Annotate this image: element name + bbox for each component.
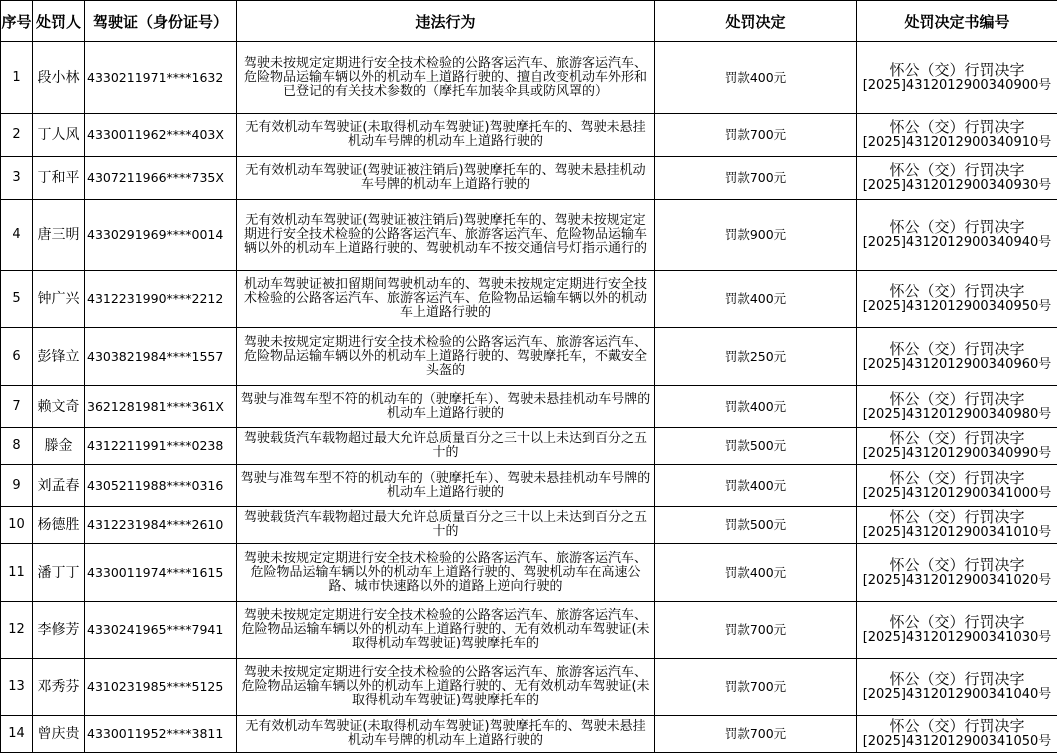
row-number: 13 — [1, 659, 33, 716]
violation-text: 驾驶未按规定定期进行安全技术检验的公路客运汽车、旅游客运汽车、危险物品运输车辆以外的机动车上道路行驶的、无有效机动车驾驶证(未取得机动车驾驶证)驾驶摩托车的 — [237, 602, 655, 659]
penalty-decision: 罚款700元 — [655, 716, 857, 753]
doc-prefix: 怀公（交）行罚决字 — [857, 430, 1057, 446]
license-id: 4307211966****735X — [85, 157, 237, 200]
header-doc-number: 处罚决定书编号 — [857, 1, 1057, 42]
decision-doc-number — [857, 428, 1057, 465]
license-id: 4330241965****7941 — [85, 602, 237, 659]
penalty-decision: 罚款250元 — [655, 328, 857, 386]
header-row — [1, 1, 1057, 42]
table-row — [1, 200, 1057, 271]
penalty-decision: 罚款500元 — [655, 428, 857, 465]
doc-prefix: 怀公（交）行罚决字 — [857, 62, 1057, 78]
row-number: 12 — [1, 602, 33, 659]
violation-text: 驾驶与准驾车型不符的机动车的（驶摩托车）、驾驶未悬挂机动车号牌的机动车上道路行驶的 — [237, 465, 655, 507]
table-row — [1, 602, 1057, 659]
violation-text: 无有效机动车驾驶证(驾驶证被注销后)驾驶摩托车的、驾驶未按规定定期进行安全技术检验的公路客运汽车、旅游客运汽车、危险物品运输车辆以外的机动车上道路行驶的、驾驶机动车不按交通信号灯指示通行的 — [237, 200, 655, 271]
violation-text: 驾驶未按规定定期进行安全技术检验的公路客运汽车、旅游客运汽车、危险物品运输车辆以外的机动车上道路行驶的、无有效机动车驾驶证(未取得机动车驾驶证)驾驶摩托车的 — [237, 659, 655, 716]
decision-doc-number — [857, 328, 1057, 386]
table-row — [1, 428, 1057, 465]
penalty-decision: 罚款500元 — [655, 507, 857, 544]
row-number: 1 — [1, 42, 33, 114]
offender-name: 滕金 — [33, 428, 85, 465]
offender-name: 邓秀芬 — [33, 659, 85, 716]
row-number: 2 — [1, 114, 33, 157]
offender-name: 赖文奇 — [33, 386, 85, 428]
row-number: 8 — [1, 428, 33, 465]
header-no: 序号 — [1, 1, 33, 42]
violation-text: 驾驶未按规定定期进行安全技术检验的公路客运汽车、旅游客运汽车、危险物品运输车辆以外的机动车上道路行驶的、擅自改变机动车外形和已登记的有关技术参数的（摩托车加装伞具或防风罩的） — [237, 42, 655, 114]
license-id: 4312211991****0238 — [85, 428, 237, 465]
decision-doc-number — [857, 200, 1057, 271]
decision-doc-number — [857, 42, 1057, 114]
license-id: 4330011952****3811 — [85, 716, 237, 753]
violation-text: 无有效机动车驾驶证(驾驶证被注销后)驾驶摩托车的、驾驶未悬挂机动车号牌的机动车上道路行驶的 — [237, 157, 655, 200]
doc-prefix: 怀公（交）行罚决字 — [857, 509, 1057, 525]
penalty-decision: 罚款700元 — [655, 659, 857, 716]
decision-doc-number — [857, 157, 1057, 200]
penalty-decision: 罚款400元 — [655, 42, 857, 114]
penalty-decision: 罚款700元 — [655, 602, 857, 659]
offender-name: 杨德胜 — [33, 507, 85, 544]
violation-text: 驾驶与准驾车型不符的机动车的（驶摩托车）、驾驶未悬挂机动车号牌的机动车上道路行驶的 — [237, 386, 655, 428]
decision-doc-number — [857, 465, 1057, 507]
doc-number: [2025]4312012900341000号 — [857, 486, 1057, 502]
offender-name: 唐三明 — [33, 200, 85, 271]
decision-doc-number — [857, 507, 1057, 544]
doc-number: [2025]4312012900340940号 — [857, 235, 1057, 251]
violation-text: 无有效机动车驾驶证(未取得机动车驾驶证)驾驶摩托车的、驾驶未悬挂机动车号牌的机动车上道路行驶的 — [237, 114, 655, 157]
doc-prefix: 怀公（交）行罚决字 — [857, 470, 1057, 486]
header-id: 驾驶证（身份证号） — [85, 1, 237, 42]
doc-prefix: 怀公（交）行罚决字 — [857, 557, 1057, 573]
doc-prefix: 怀公（交）行罚决字 — [857, 283, 1057, 299]
penalty-decision: 罚款400元 — [655, 544, 857, 602]
license-id: 4303821984****1557 — [85, 328, 237, 386]
offender-name: 彭锋立 — [33, 328, 85, 386]
row-number: 10 — [1, 507, 33, 544]
table-row — [1, 157, 1057, 200]
violation-text: 无有效机动车驾驶证(未取得机动车驾驶证)驾驶摩托车的、驾驶未悬挂机动车号牌的机动车上道路行驶的 — [237, 716, 655, 753]
doc-number: [2025]4312012900340950号 — [857, 299, 1057, 315]
table-row — [1, 114, 1057, 157]
table-row — [1, 659, 1057, 716]
doc-number: [2025]4312012900340960号 — [857, 357, 1057, 373]
decision-doc-number — [857, 659, 1057, 716]
license-id: 4330291969****0014 — [85, 200, 237, 271]
doc-number: [2025]4312012900341020号 — [857, 573, 1057, 589]
penalty-decision: 罚款700元 — [655, 114, 857, 157]
header-violation: 违法行为 — [237, 1, 655, 42]
decision-doc-number — [857, 271, 1057, 328]
doc-prefix: 怀公（交）行罚决字 — [857, 341, 1057, 357]
row-number: 6 — [1, 328, 33, 386]
decision-doc-number — [857, 716, 1057, 753]
violation-text: 驾驶未按规定定期进行安全技术检验的公路客运汽车、旅游客运汽车、危险物品运输车辆以外的机动车上道路行驶的、驾驶摩托车，不戴安全头盔的 — [237, 328, 655, 386]
table-row — [1, 386, 1057, 428]
doc-prefix: 怀公（交）行罚决字 — [857, 671, 1057, 687]
license-id: 4330211971****1632 — [85, 42, 237, 114]
doc-prefix: 怀公（交）行罚决字 — [857, 219, 1057, 235]
doc-number: [2025]4312012900341030号 — [857, 630, 1057, 646]
doc-prefix: 怀公（交）行罚决字 — [857, 614, 1057, 630]
license-id: 4305211988****0316 — [85, 465, 237, 507]
doc-prefix: 怀公（交）行罚决字 — [857, 718, 1057, 734]
doc-prefix: 怀公（交）行罚决字 — [857, 391, 1057, 407]
doc-number: [2025]4312012900340990号 — [857, 446, 1057, 462]
doc-number: [2025]4312012900340930号 — [857, 178, 1057, 194]
doc-prefix: 怀公（交）行罚决字 — [857, 162, 1057, 178]
row-number: 4 — [1, 200, 33, 271]
row-number: 3 — [1, 157, 33, 200]
doc-number: [2025]4312012900340910号 — [857, 135, 1057, 151]
penalty-decision: 罚款700元 — [655, 157, 857, 200]
violation-text: 驾驶未按规定定期进行安全技术检验的公路客运汽车、旅游客运汽车、危险物品运输车辆以外的机动车上道路行驶的、驾驶机动车在高速公路、城市快速路以外的道路上逆向行驶的 — [237, 544, 655, 602]
decision-doc-number — [857, 114, 1057, 157]
row-number: 5 — [1, 271, 33, 328]
license-id: 4312231984****2610 — [85, 507, 237, 544]
penalty-decision: 罚款400元 — [655, 271, 857, 328]
offender-name: 丁和平 — [33, 157, 85, 200]
violation-text: 机动车驾驶证被扣留期间驾驶机动车的、驾驶未按规定定期进行安全技术检验的公路客运汽车、旅游客运汽车、危险物品运输车辆以外的机动车上道路行驶的 — [237, 271, 655, 328]
offender-name: 曾庆贵 — [33, 716, 85, 753]
doc-number: [2025]4312012900340900号 — [857, 78, 1057, 94]
row-number: 9 — [1, 465, 33, 507]
decision-doc-number — [857, 544, 1057, 602]
offender-name: 钟广兴 — [33, 271, 85, 328]
table-row — [1, 507, 1057, 544]
header-decision: 处罚决定 — [655, 1, 857, 42]
license-id: 4312231990****2212 — [85, 271, 237, 328]
offender-name: 李修芳 — [33, 602, 85, 659]
penalty-decision: 罚款900元 — [655, 200, 857, 271]
doc-number: [2025]4312012900341010号 — [857, 525, 1057, 541]
table-row — [1, 544, 1057, 602]
license-id: 4310231985****5125 — [85, 659, 237, 716]
header-name: 处罚人 — [33, 1, 85, 42]
penalty-decision: 罚款400元 — [655, 386, 857, 428]
table-row — [1, 271, 1057, 328]
offender-name: 刘孟春 — [33, 465, 85, 507]
decision-doc-number — [857, 602, 1057, 659]
doc-number: [2025]4312012900341040号 — [857, 687, 1057, 703]
violation-text: 驾驶载货汽车载物超过最大允许总质量百分之三十以上未达到百分之五十的 — [237, 507, 655, 544]
row-number: 11 — [1, 544, 33, 602]
violation-text: 驾驶载货汽车载物超过最大允许总质量百分之三十以上未达到百分之五十的 — [237, 428, 655, 465]
table-row — [1, 42, 1057, 114]
table-row — [1, 716, 1057, 753]
row-number: 7 — [1, 386, 33, 428]
license-id: 4330011962****403X — [85, 114, 237, 157]
offender-name: 段小林 — [33, 42, 85, 114]
license-id: 3621281981****361X — [85, 386, 237, 428]
license-id: 4330011974****1615 — [85, 544, 237, 602]
row-number: 14 — [1, 716, 33, 753]
table-row — [1, 465, 1057, 507]
offender-name: 丁人风 — [33, 114, 85, 157]
penalty-decision: 罚款400元 — [655, 465, 857, 507]
doc-number: [2025]4312012900341050号 — [857, 734, 1057, 750]
decision-doc-number — [857, 386, 1057, 428]
table-row — [1, 328, 1057, 386]
doc-prefix: 怀公（交）行罚决字 — [857, 119, 1057, 135]
doc-number: [2025]4312012900340980号 — [857, 407, 1057, 423]
offender-name: 潘丁丁 — [33, 544, 85, 602]
